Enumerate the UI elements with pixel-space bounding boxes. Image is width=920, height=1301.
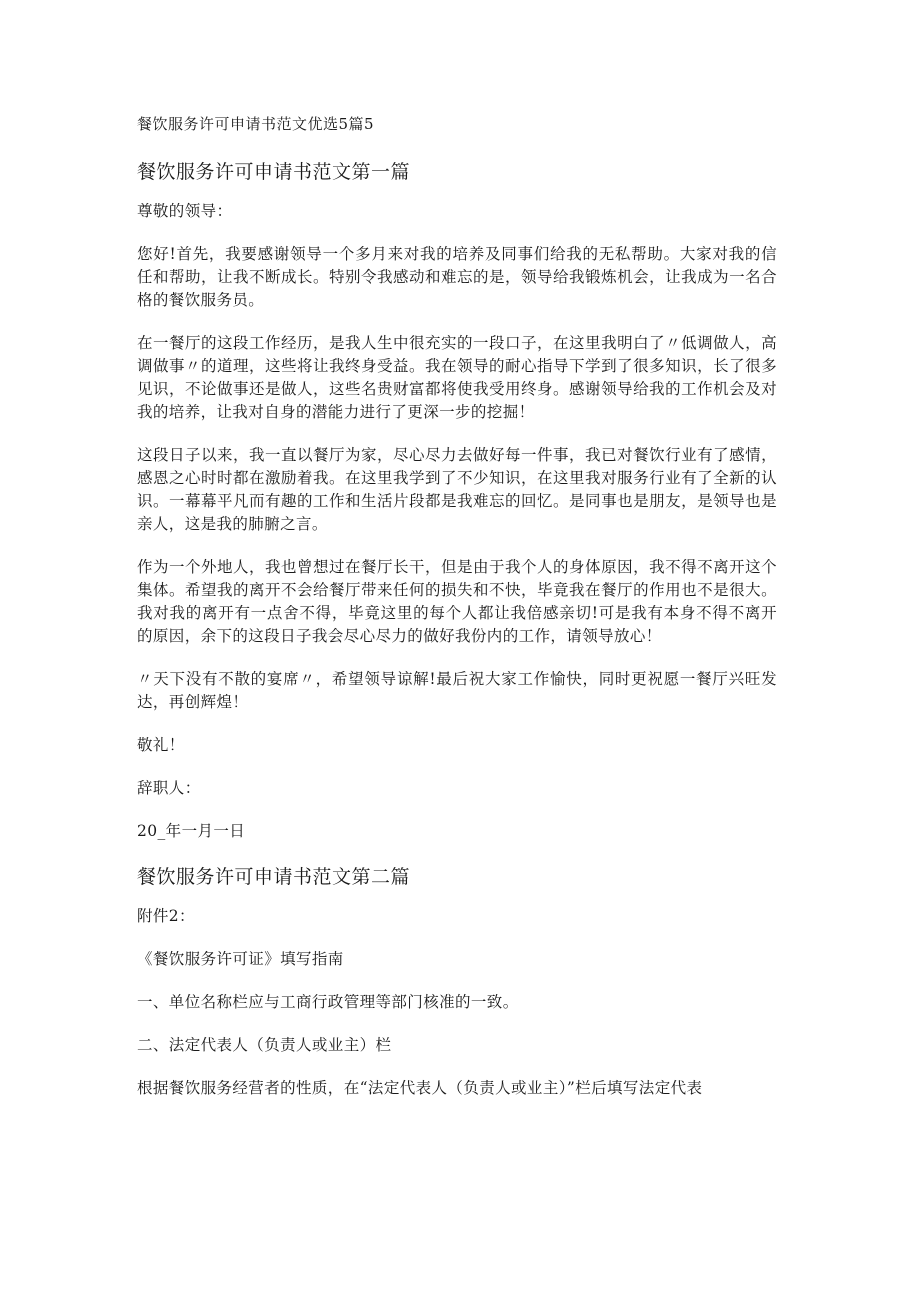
guide-item-2-detail: 根据餐饮服务经营者的性质，在“法定代表人（负责人或业主）”栏后填写法定代表 — [137, 1079, 703, 1097]
guide-title: 《餐饮服务许可证》填写指南 — [137, 950, 344, 968]
paragraph-3: 这段日子以来，我一直以餐厅为家，尽心尽力去做好每一件事，我已对餐饮行业有了感情，感恩之心时时都在激励着我。在这里我学到了不少知识，在这里我对服务行业有了全新的认识。一幕幕平凡而有趣的工作和生活片段都是我难忘的回忆。是同事也是朋友，是领导也是亲人，这是我的肺腑之言。 — [137, 446, 777, 533]
section-2-heading: 餐饮服务许可申请书范文第二篇 — [137, 866, 411, 888]
paragraph-5: 〃天下没有不散的宴席〃，希望领导谅解!最后祝大家工作愉快，同时更祝愿一餐厅兴旺发达，再创辉煌！ — [137, 670, 777, 711]
section-1-heading: 餐饮服务许可申请书范文第一篇 — [137, 161, 411, 183]
paragraph-4: 作为一个外地人，我也曾想过在餐厅长干，但是由于我个人的身体原因，我不得不离开这个集体。希望我的离开不会给餐厅带来任何的损失和不快，毕竟我在餐厅的作用也不是很大。我对我的离开有一点舍不得，毕竟这里的每个人都让我倍感亲切!可是我有本身不得不离开的原因，余下的这段日子我会尽心尽力的做好我份内的工作，请领导放心！ — [137, 558, 777, 645]
guide-item-1: 一、单位名称栏应与工商行政管理等部门核准的一致。 — [137, 993, 519, 1011]
paragraph-1: 您好!首先，我要感谢领导一个多月来对我的培养及同事们给我的无私帮助。大家对我的信任和帮助，让我不断成长。特别令我感动和难忘的是，领导给我锻炼机会，让我成为一名合格的餐饮服务员。 — [137, 245, 777, 309]
date: 20_年一月一日 — [137, 822, 246, 840]
document-title: 餐饮服务许可申请书范文优选5篇5 — [137, 115, 375, 133]
paragraph-2: 在一餐厅的这段工作经历，是我人生中很充实的一段口子，在这里我明白了〃低调做人，高调做事〃的道理，这些将让我终身受益。我在领导的耐心指导下学到了很多知识，长了很多见识，不论做事还是做人，这些名贵财富都将使我受用终身。感谢领导给我的工作机会及对我的培养，让我对自身的潜能力进行了更深一步的挖掘！ — [137, 334, 777, 421]
signature: 辞职人： — [137, 779, 201, 797]
attachment-label: 附件2： — [137, 907, 195, 925]
document-page — [137, 112, 777, 1120]
salutation: 尊敬的领导： — [137, 202, 233, 220]
guide-item-2: 二、法定代表人（负责人或业主）栏 — [137, 1036, 392, 1054]
closing: 敬礼！ — [137, 736, 185, 754]
